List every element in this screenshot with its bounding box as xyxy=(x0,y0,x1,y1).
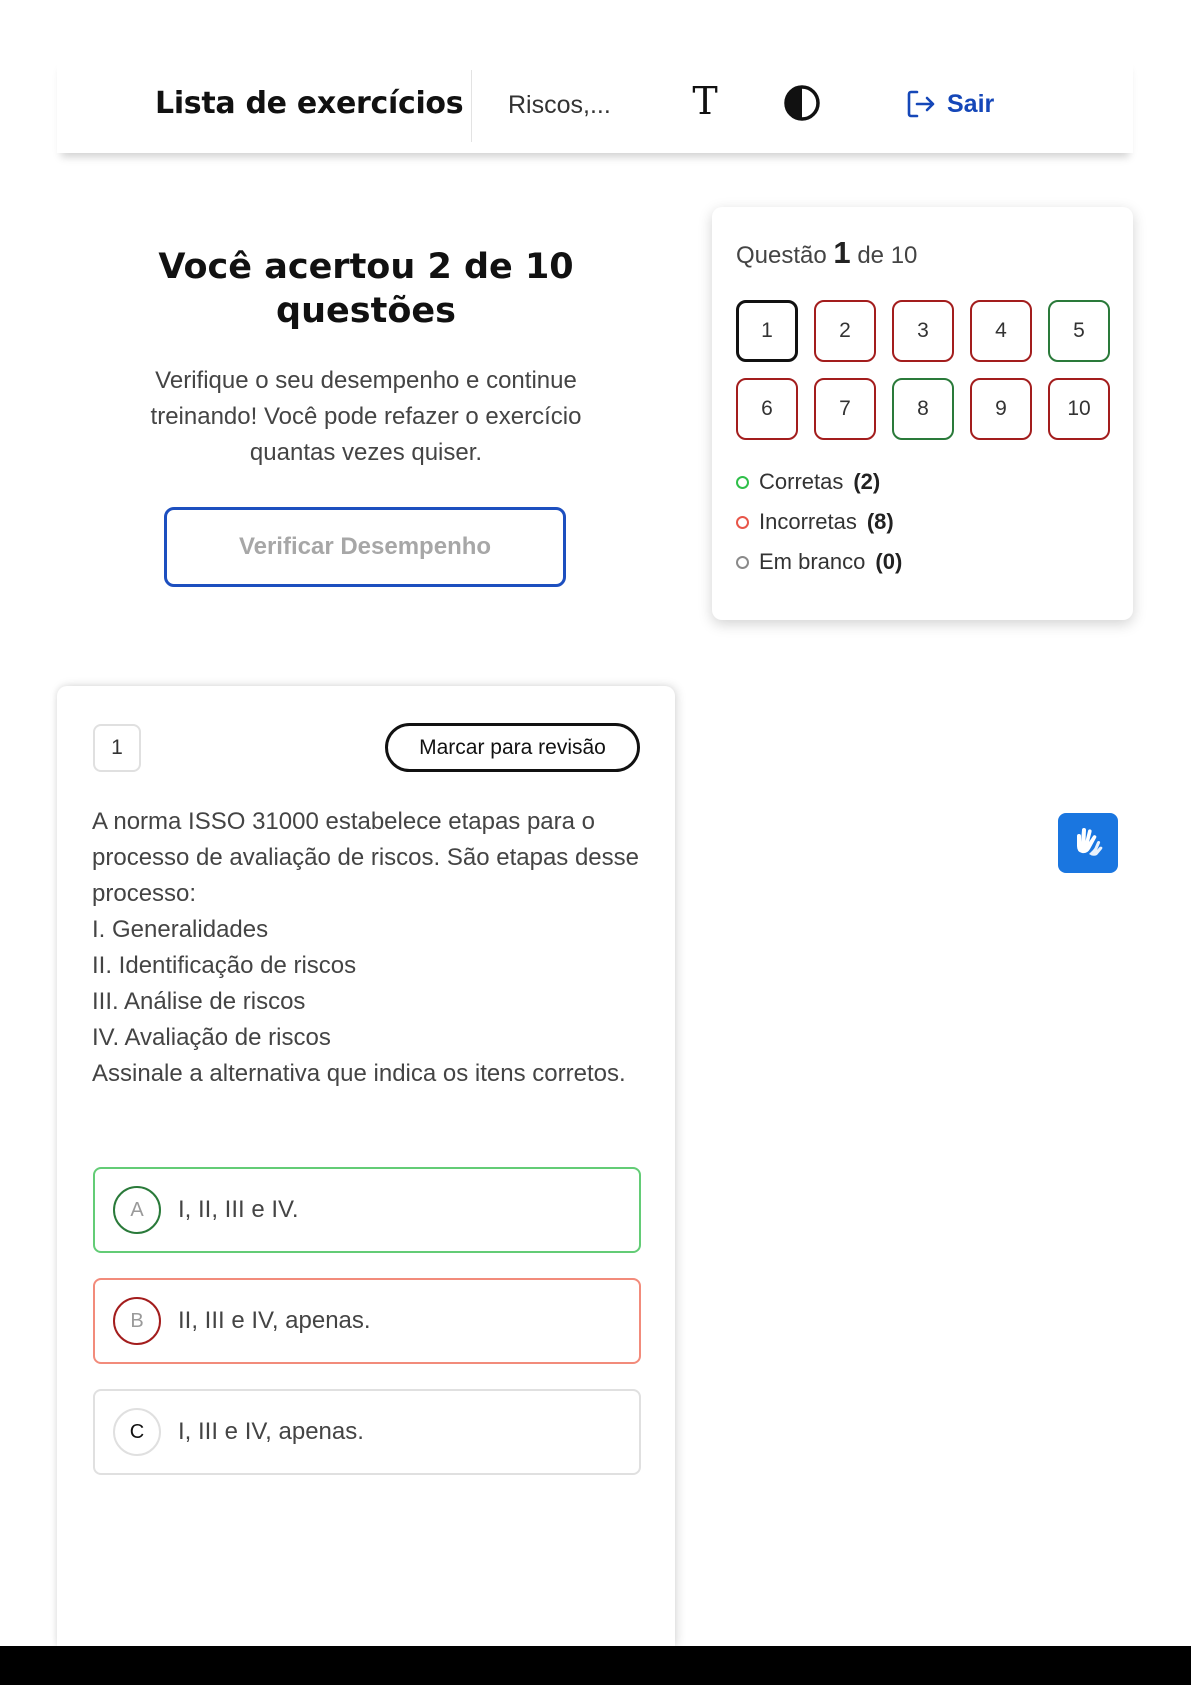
legend-correct-count: (2) xyxy=(853,469,881,494)
question-button-3[interactable]: 3 xyxy=(892,300,954,362)
alternative-text: I, III e IV, apenas. xyxy=(178,1418,364,1445)
statement-line: II. Identificação de riscos xyxy=(92,952,357,979)
question-button-6[interactable]: 6 xyxy=(736,378,798,440)
blank-dot-icon xyxy=(736,556,749,569)
question-button-2[interactable]: 2 xyxy=(814,300,876,362)
exit-button[interactable] xyxy=(905,82,994,126)
sign-language-button[interactable] xyxy=(1058,813,1118,873)
page-title: Lista de exercícios xyxy=(155,86,464,121)
question-button-1[interactable]: 1 xyxy=(736,300,798,362)
question-statement xyxy=(92,804,642,1092)
question-grid xyxy=(736,300,1112,440)
alternative-text: II, III e IV, apenas. xyxy=(178,1307,371,1334)
exercise-subject: Riscos,... xyxy=(508,91,611,119)
legend-correct-label: Corretas xyxy=(759,469,844,494)
legend-incorrect-count: (8) xyxy=(866,509,894,534)
check-performance-button[interactable]: Verificar Desempenho xyxy=(164,507,566,587)
bottom-bar xyxy=(0,1646,1191,1685)
exit-label: Sair xyxy=(947,89,995,118)
question-button-8[interactable]: 8 xyxy=(892,378,954,440)
question-number: 1 xyxy=(93,724,141,772)
alternative-letter: C xyxy=(113,1408,161,1456)
navigator-header xyxy=(736,235,917,271)
text-size-icon: T xyxy=(692,79,718,123)
sign-language-icon xyxy=(1069,824,1107,862)
status-legend xyxy=(736,462,902,582)
legend-incorrect xyxy=(736,502,902,542)
mark-for-review-button[interactable]: Marcar para revisão xyxy=(385,723,640,772)
question-card xyxy=(57,686,675,1646)
alternative-text: I, II, III e IV. xyxy=(178,1196,299,1223)
contrast-button[interactable] xyxy=(779,80,825,126)
question-button-9[interactable]: 9 xyxy=(970,378,1032,440)
alternative-letter: B xyxy=(113,1297,161,1345)
question-button-10[interactable]: 10 xyxy=(1048,378,1110,440)
question-navigator xyxy=(712,207,1133,620)
alternative-a[interactable] xyxy=(93,1167,641,1253)
question-button-7[interactable]: 7 xyxy=(814,378,876,440)
logout-icon xyxy=(905,88,937,120)
incorrect-dot-icon xyxy=(736,516,749,529)
text-size-button[interactable] xyxy=(677,78,733,124)
question-button-5[interactable]: 5 xyxy=(1048,300,1110,362)
statement-line: III. Análise de riscos xyxy=(92,988,306,1015)
result-title: Você acertou 2 de 10 questões xyxy=(158,247,574,331)
statement-line: IV. Avaliação de riscos xyxy=(92,1024,331,1051)
contrast-icon xyxy=(782,83,822,123)
header-divider xyxy=(471,70,472,142)
navigator-suffix: de 10 xyxy=(857,242,918,269)
legend-correct xyxy=(736,462,902,502)
alternative-b[interactable] xyxy=(93,1278,641,1364)
legend-incorrect-label: Incorretas xyxy=(759,509,857,534)
legend-blank-count: (0) xyxy=(875,549,903,574)
correct-dot-icon xyxy=(736,476,749,489)
navigator-current: 1 xyxy=(833,235,851,270)
navigator-prefix: Questão xyxy=(736,242,827,269)
top-header xyxy=(57,58,1133,153)
statement-line: Assinale a alternativa que indica os itens corretos. xyxy=(92,1060,626,1087)
result-description: Verifique o seu desempenho e continue treinando! Você pode refazer o exercício quantas vezes quiser. xyxy=(150,367,582,466)
statement-line: I. Generalidades xyxy=(92,916,269,943)
legend-blank xyxy=(736,542,902,582)
legend-blank-label: Em branco xyxy=(759,549,866,574)
alternative-letter: A xyxy=(113,1186,161,1234)
alternative-c[interactable] xyxy=(93,1389,641,1475)
question-button-4[interactable]: 4 xyxy=(970,300,1032,362)
statement-line: A norma ISSO 31000 estabelece etapas para o processo de avaliação de riscos. São etapas desse processo: xyxy=(92,808,639,907)
